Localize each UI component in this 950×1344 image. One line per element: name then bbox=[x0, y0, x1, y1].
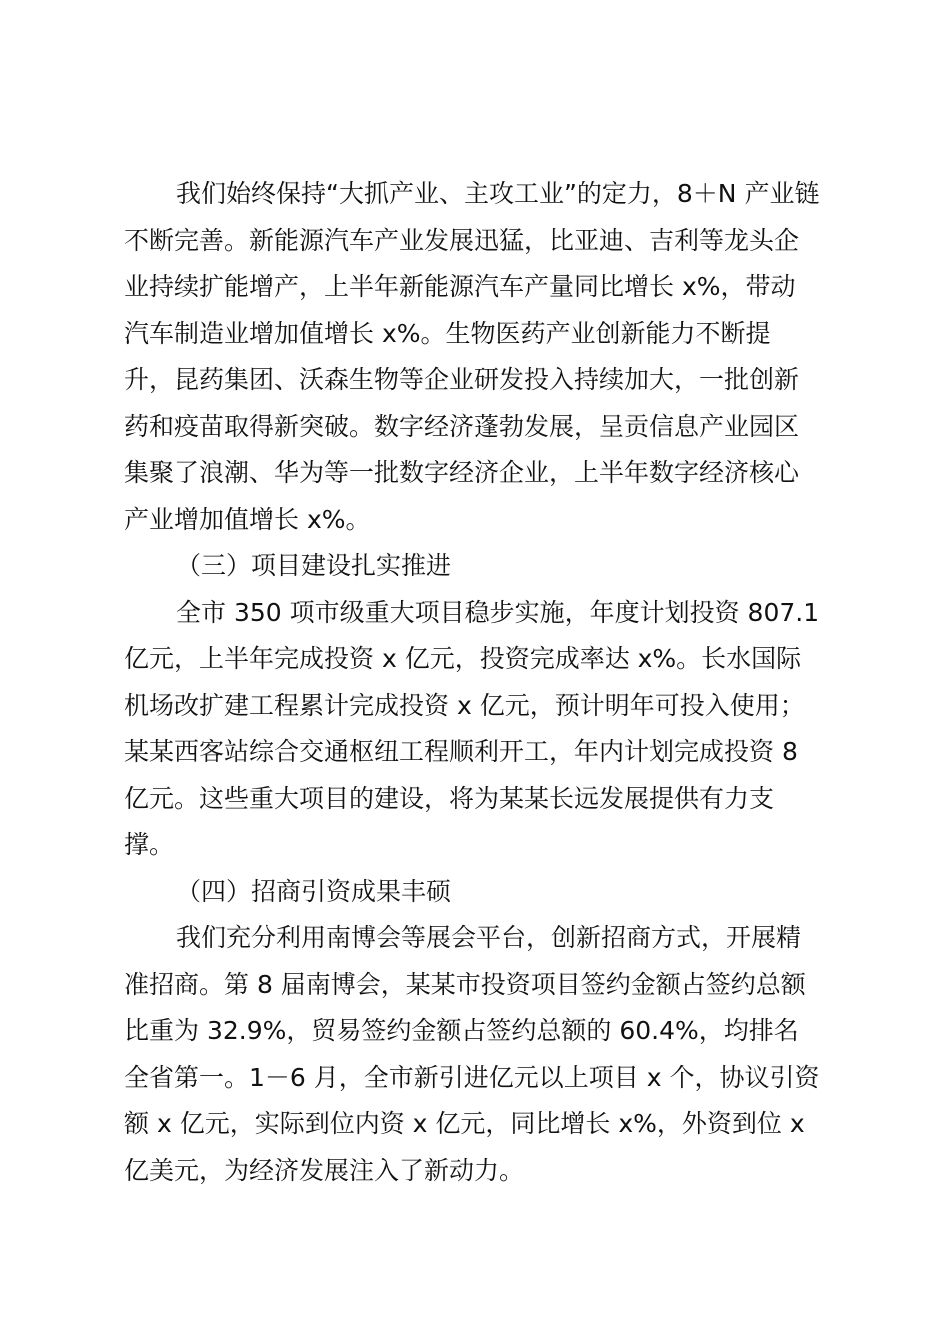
text-line: 准招商。第 8 届南博会，某某市投资项目签约金额占签约总额 bbox=[124, 969, 806, 999]
text-line: 亿元，上半年完成投资 x 亿元，投资完成率达 x%。长水国际 bbox=[124, 644, 802, 673]
paragraph-industry bbox=[124, 171, 834, 543]
text-line: 药和疫苗取得新突破。数字经济蓬勃发展，呈贡信息产业园区 bbox=[124, 411, 800, 441]
text-line: 全市 350 项市级重大项目稳步实施，年度计划投资 807.1 bbox=[176, 597, 820, 627]
text-line: 比重为 32.9%，贸易签约金额占签约总额的 60.4%，均排名 bbox=[124, 1016, 799, 1045]
text-line: 不断完善。新能源汽车产业发展迅猛，比亚迪、吉利等龙头企 bbox=[124, 225, 800, 255]
text-line: 集聚了浪潮、华为等一批数字经济企业，上半年数字经济核心 bbox=[124, 458, 800, 487]
section-heading-investment bbox=[124, 869, 834, 916]
text-line: 亿元。这些重大项目的建设，将为某某长远发展提供有力支 bbox=[124, 783, 775, 813]
document-body bbox=[124, 171, 834, 1194]
paragraph-projects bbox=[124, 590, 834, 869]
text-line: 业持续扩能增产，上半年新能源汽车产量同比增长 x%，带动 bbox=[124, 272, 796, 301]
text-line: 机场改扩建工程累计完成投资 x 亿元，预计明年可投入使用； bbox=[124, 690, 805, 720]
section-heading-projects bbox=[124, 543, 834, 590]
text-line: 产业增加值增长 x%。 bbox=[124, 504, 371, 534]
text-line: 我们始终保持“大抓产业、主攻工业”的定力，8＋N 产业链 bbox=[176, 179, 820, 208]
section-heading: （四）招商引资成果丰硕 bbox=[176, 876, 452, 906]
text-line: 我们充分利用南博会等展会平台，创新招商方式，开展精 bbox=[176, 923, 802, 952]
text-line: 撑。 bbox=[124, 830, 175, 859]
text-line: 额 x 亿元，实际到位内资 x 亿元，同比增长 x%，外资到位 x bbox=[124, 1109, 805, 1138]
paragraph-investment bbox=[124, 915, 834, 1194]
text-line: 升，昆药集团、沃森生物等企业研发投入持续加大，一批创新 bbox=[124, 365, 800, 394]
text-line: 亿美元，为经济发展注入了新动力。 bbox=[124, 1155, 525, 1185]
text-line: 汽车制造业增加值增长 x%。生物医药产业创新能力不断提 bbox=[124, 318, 771, 348]
text-line: 某某西客站综合交通枢纽工程顺利开工，年内计划完成投资 8 bbox=[124, 737, 798, 766]
section-heading: （三）项目建设扎实推进 bbox=[176, 551, 452, 580]
text-line: 全省第一。1－6 月，全市新引进亿元以上项目 x 个，协议引资 bbox=[124, 1062, 820, 1092]
